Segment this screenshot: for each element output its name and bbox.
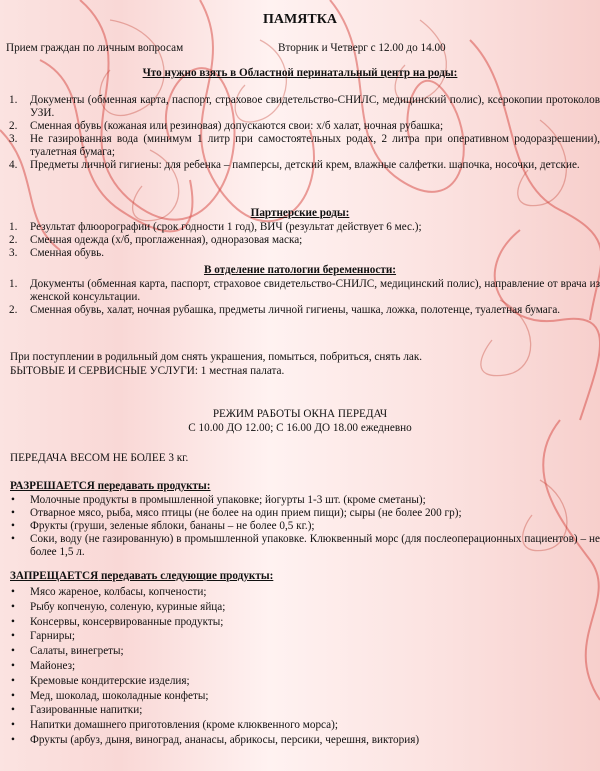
list-item: 2. Сменная одежда (х/б, проглаженная), одноразовая маска; [9, 234, 303, 246]
list-item: • Гарниры; [11, 630, 75, 643]
list-item: • Соки, воду (не газированную) в промышленной упаковке. Клюквенный морс (для послеоперационных пациентов) – не более 1,5 л. [11, 533, 600, 558]
maternity-heading: Что нужно взять в Областной перинатальный центр на роды: [142, 67, 458, 79]
forbidden-section [0, 585, 600, 748]
list-item: • Салаты, винегреты; [11, 645, 124, 658]
list-item: 2. Сменная обувь (кожаная или резиновая) допускаются свои: х/б халат, ночная рубашка; [9, 120, 444, 132]
list-item: • Напитки домашнего приготовления (кроме клюквенного морса); [11, 719, 338, 732]
window-title: РЕЖИМ РАБОТЫ ОКНА ПЕРЕДАЧ [212, 408, 388, 420]
note-line: При поступлении в родильный дом снять украшения, помыться, побриться, снять лак. [10, 351, 423, 363]
list-item: • Кремовые кондитерские изделия; [11, 674, 190, 687]
allowed-heading: РАЗРЕШАЕТСЯ передавать продукты: [10, 480, 211, 492]
list-item: 3. Не газированная вода (минимум 1 литр при самостоятельных родах, 2 литра при оперативном родоразрешении), туалетная бумага; [9, 133, 600, 158]
partner-heading: Партнерские роды: [250, 207, 350, 219]
list-item: 1. Документы (обменная карта, паспорт, страховое свидетельство-СНИЛС, медицинский полис), направление от врача из женской консультации. [9, 278, 600, 303]
list-item: 4. Предметы личной гигиены: для ребенка – памперсы, детский крем, влажные салфетки. шапочка, носочки, детские. [9, 159, 580, 171]
pathology-heading: В отделение патологии беременности: [203, 264, 397, 276]
list-item: • Фрукты (груши, зеленые яблоки, бананы – не более 0,5 кг.); [11, 520, 315, 532]
list-item: • Фрукты (арбуз, дыня, виноград, ананасы, абрикосы, персики, черешня, виктория) [11, 733, 420, 746]
list-item: 1. Результат флюорографии (срок годности 1 год), ВИЧ (результат действует 6 мес.); [9, 221, 422, 233]
window-hours: С 10.00 ДО 12.00; С 16.00 ДО 18.00 ежедневно [188, 422, 412, 434]
list-item: 1. Документы (обменная карта, паспорт, страховое свидетельство-СНИЛС, медицинский полис), ксерокопии протоколов УЗИ. [9, 94, 600, 119]
weight-limit: ПЕРЕДАЧА ВЕСОМ НЕ БОЛЕЕ 3 кг. [10, 452, 189, 464]
reception-hours-row [6, 42, 596, 55]
reception-hours: Вторник и Четверг с 12.00 до 14.00 [278, 42, 446, 54]
partner-section [0, 207, 600, 260]
list-item: • Майонез; [11, 659, 76, 672]
list-item: • Мед, шоколад, шоколадные конфеты; [11, 689, 209, 702]
pathology-section [0, 264, 600, 317]
list-item: • Молочные продукты в промышленной упаковке; йогурты 1-3 шт. (кроме сметаны); [11, 494, 426, 506]
list-item: • Газированные напитки; [11, 704, 143, 717]
list-item: • Отварное мясо, рыба, мясо птицы (не более на один прием пищи); сыры (не более 200 гр); [11, 507, 462, 519]
page-title: ПАМЯТКА [263, 12, 337, 27]
reception-label: Прием граждан по личным вопросам [6, 42, 184, 54]
services-line: БЫТОВЫЕ И СЕРВИСНЫЕ УСЛУГИ: 1 местная палата. [10, 365, 285, 377]
allowed-section [0, 494, 600, 559]
list-item: • Рыбу копченую, соленую, куриные яйца; [11, 600, 226, 613]
forbidden-heading: ЗАПРЕЩАЕТСЯ передавать следующие продукты: [10, 570, 274, 582]
list-item: • Мясо жареное, колбасы, копчености; [11, 586, 207, 598]
list-item: 3. Сменная обувь. [9, 247, 105, 259]
list-item: 2. Сменная обувь, халат, ночная рубашка, предметы личной гигиены, чашка, ложка, полотенце, туалетная бумага. [9, 304, 561, 316]
maternity-section [0, 67, 600, 172]
list-item: • Консервы, консервированные продукты; [11, 615, 224, 628]
